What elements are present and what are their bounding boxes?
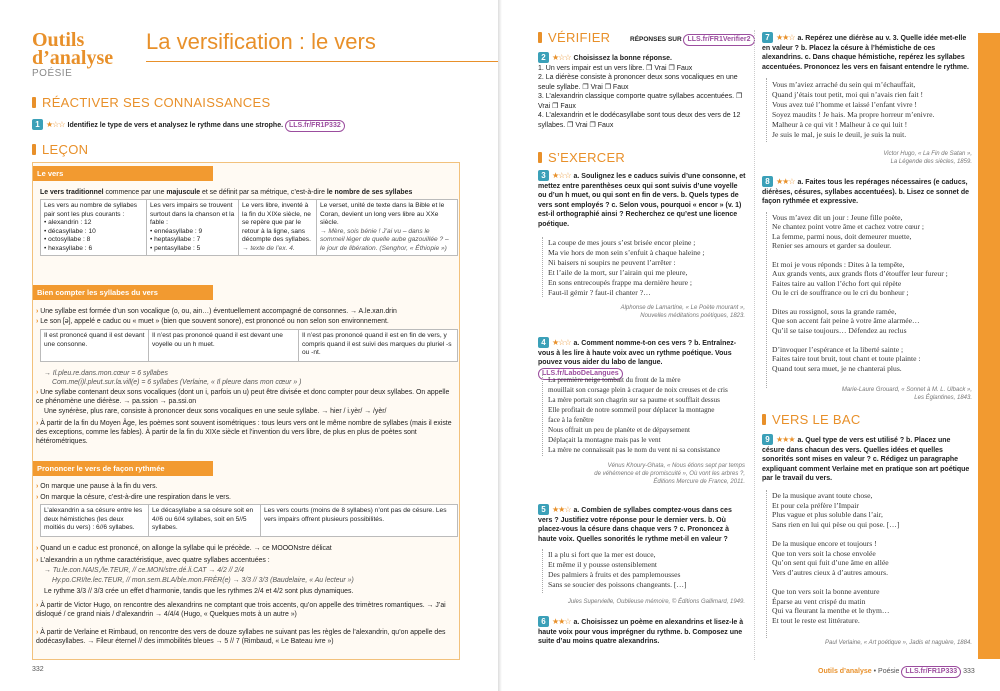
source-line: Vénus Khoury-Ghata, « Nous étions sept par temps bbox=[607, 463, 745, 469]
cell-libre bbox=[239, 200, 317, 256]
exercise-text: a. Soulignez les e caducs suivis d’une consonne, et mettez entre parenthèses ceux qui sont suivis d’une voyelle ou d’un h muet, ou qui sont en fin de vers. b. Quels types de vers sont employés ? c. Selon vous, pourquoi « encor » (v. 1) est-il orthographié ainsi ? Recherchez ce qu’est une licence poétique. bbox=[538, 173, 746, 228]
chevron-right-icon: › bbox=[36, 557, 41, 564]
lesson-label-compte: Bien compter les syllabes du vers bbox=[33, 285, 213, 300]
section-vers-le-bac: VERS LE BAC bbox=[762, 412, 861, 427]
difficulty-stars-icon: ★☆☆ bbox=[552, 53, 571, 62]
poem-line bbox=[772, 335, 978, 344]
poem-line: Vers d’autres cieux à d’autres amours. bbox=[772, 567, 888, 577]
exercise-3 bbox=[538, 170, 748, 229]
source-line: Alphonse de Lamartine, « Le Poète mourant », bbox=[620, 305, 745, 311]
chevron-right-icon: › bbox=[36, 318, 41, 325]
rule-text: L’alexandrin a un rythme caractéristique, avec quatre syllabes accentuées : bbox=[40, 557, 270, 564]
rule-text: Une syllabe contenant deux sons vocaliques (dont un i, parfois un u) peut être divisée et donc compter pour deux syllabes. On appelle ce phénomène une diérèse. → pa.ssion → pa.ssi.on bbox=[36, 389, 450, 405]
list-item: • hexasyllabe : 6 bbox=[44, 244, 93, 252]
poem-line: Sans se soucier des poissons changeants. […] bbox=[548, 580, 687, 589]
rule-e-caduc bbox=[36, 317, 456, 326]
source-supervielle: Jules Supervielle, Oublieuse mémoire, © Éditions Gallimard, 1949. bbox=[567, 599, 745, 605]
rule-trimetre bbox=[36, 601, 456, 619]
footer bbox=[818, 666, 975, 678]
cell-example: → Mère, sois bénie ! J’ai vu – dans le sommeil léger de quelle aube gazouillée ? – le jour de libération. (Senghor, « Éthiopie ») bbox=[320, 227, 449, 252]
exercise-link[interactable]: LLS.fr/FR1P332 bbox=[285, 120, 345, 132]
brand-title-line2: d’analyse bbox=[32, 47, 114, 69]
exercise-title: Choisissez la bonne réponse. bbox=[573, 55, 672, 62]
list-item: • heptasyllabe : 7 bbox=[150, 236, 201, 243]
exercise-number: 1 bbox=[32, 119, 43, 130]
rule-text: À partir de Verlaine et Rimbaud, on rencontre des vers de douze syllabes ne suivant pas les règles de l’alexandrin, qu’on appelle des dodécasyllabes. → Fileur éternel // des immobilités bleues → 5 // 7 (Rimbaud, « Le Bateau ivre ») bbox=[36, 629, 446, 645]
answers-bar bbox=[630, 34, 755, 46]
poem-rule bbox=[766, 78, 767, 142]
rule-text: Une syllabe est formée d’un son vocalique (o, ou, ain…) éventuellement accompagné de consonnes. → A.le.xan.drin bbox=[40, 308, 397, 315]
footer-brand: Outils d’analyse bbox=[818, 668, 872, 675]
rule-text: À partir de la fin du Moyen Âge, les poèmes sont souvent isométriques : tous leurs vers ont le même nombre de syllabes (mais il existe des exceptions, comme les fables). À partir de la fin du XIXe siècle et l’invention du vers libre, de plus en plus de poètes sont hétérométriques. bbox=[36, 420, 452, 445]
poem-hugo bbox=[772, 80, 976, 140]
poem-rule bbox=[766, 212, 767, 388]
difficulty-stars-icon: ★★☆ bbox=[776, 33, 795, 42]
lesson-label-vers: Le vers bbox=[33, 166, 213, 181]
footer-subject: • Poésie bbox=[871, 668, 900, 675]
poem-line: Ma vie hors de mon sein s’enfuit à chaque haleine ; bbox=[548, 248, 705, 257]
poem-rule bbox=[542, 374, 543, 456]
cell-text: Le vers libre, inventé à la fin du XIXe siècle, ne se repère que par le retour à la ligne, sans décompte des syllabes. bbox=[242, 202, 311, 243]
source-line: Victor Hugo, « La Fin de Satan », bbox=[883, 151, 972, 157]
rule-pause bbox=[36, 482, 456, 491]
rule-text: Le son [ə], appelé e caduc ou « muet » (bien que souvent sonore), est prononcé ou non selon son environnement. bbox=[40, 318, 389, 325]
poem-line: Vous m’avez dit un jour : Jeune fille poète, bbox=[772, 213, 903, 222]
cell-text: Les vers impairs se trouvent surtout dans la chanson et la fable : bbox=[150, 202, 235, 226]
true-false-list bbox=[538, 64, 748, 131]
cell-vers-courts: Les vers courts (moins de 8 syllabes) n’ont pas de césure. Les vers impairs offrent plusieurs possibilités. bbox=[261, 505, 458, 537]
difficulty-stars-icon: ★★☆ bbox=[552, 505, 571, 514]
true-false-item: 4. L’alexandrin et le dodécasyllabe sont tous deux des vers de 12 syllabes. ❐ Vrai ❐ Faux bbox=[538, 112, 741, 129]
chevron-right-icon: › bbox=[36, 545, 41, 552]
exercise-number: 7 bbox=[762, 32, 773, 43]
rule-text: On marque une pause à la fin du vers. bbox=[40, 483, 158, 490]
poem-line: Des palmiers à fruits et des pamplemousses bbox=[548, 570, 681, 579]
poem-grouard bbox=[772, 213, 978, 373]
syllable-example: → Il.pleu.re.dans.mon.cœur = 6 syllabes bbox=[44, 370, 168, 377]
cell-text: Les vers au nombre de syllabes pair sont les plus courants : bbox=[44, 202, 138, 218]
rule-dodecasyllabe bbox=[36, 628, 456, 646]
poem-line: Que son accent fait peine à votre âme alarmée… bbox=[772, 316, 920, 326]
source-line: La Légende des siècles, 1859. bbox=[890, 159, 972, 165]
footer-link[interactable]: LLS.fr/FR1P333 bbox=[901, 666, 961, 678]
poem-line: Quand tout sera muet, je ne chanterai plus. bbox=[772, 363, 902, 373]
difficulty-stars-icon: ★★☆ bbox=[552, 617, 571, 626]
answers-link[interactable]: LLS.fr/FR1Verifier2 bbox=[683, 34, 754, 46]
cell-non-prononce: Il n’est pas prononcé quand il est devant une voyelle ou un h muet. bbox=[149, 330, 299, 362]
list-item: • octosyllabe : 8 bbox=[44, 236, 91, 243]
poem-line: Je suis le mal, je suis le deuil, je suis la nuit. bbox=[772, 130, 907, 139]
cell-fin-vers: Il n’est pas prononcé quand il est en fin de vers, y compris quand il est suivi des marques du pluriel -s ou -nt. bbox=[299, 330, 458, 362]
poem-line: Qu’il se taise toujours… Défendez au reclus bbox=[772, 325, 907, 335]
poem-line: Faites taire tout bruit, tout chant et toute plainte : bbox=[772, 354, 921, 364]
rhythm-example: → Tu.le.con.NAIS,/le.TEUR, // ce.MON/stre.dé.li.CAT → 4/2 // 2/4 bbox=[44, 567, 245, 574]
poem-line: Quand j’étais tout petit, moi qui n’avais rien fait ! bbox=[772, 90, 923, 99]
poem-line: Éparse au vent crispé du matin bbox=[772, 596, 866, 606]
exercise-text: a. Faites tous les repérages nécessaires (e caducs, diérèses, césures, syllabes accentuées). b. Lisez ce sonnet de façon rythmée et expressive. bbox=[762, 179, 969, 205]
page-number: 332 bbox=[32, 666, 44, 673]
exercise-number: 5 bbox=[538, 504, 549, 515]
poem-line bbox=[772, 577, 976, 587]
true-false-item: 1. Un vers impair est un vers libre. ❐ Vrai ❐ Faux bbox=[538, 64, 693, 72]
exercise-2 bbox=[538, 52, 748, 130]
poem-line: Vous avez tué l’homme et laissé l’enfant vivre ! bbox=[772, 100, 917, 109]
source-line: de véhémence et de promiscuité », Où vont les arbres ?, bbox=[594, 471, 745, 477]
chevron-right-icon: › bbox=[36, 420, 41, 427]
section-reactiver: RÉACTIVER SES CONNAISSANCES bbox=[32, 95, 270, 110]
vers-table bbox=[40, 199, 458, 256]
intro-text: commence par une bbox=[103, 189, 167, 196]
intro-bold: le nombre de ses syllabes bbox=[326, 189, 413, 196]
poem-line: D’invoquer l’espérance et la liberté sainte ; bbox=[772, 344, 904, 354]
poem-line: Dites au rossignol, sous la grande ramée, bbox=[772, 307, 897, 317]
difficulty-stars-icon: ★★★ bbox=[776, 435, 795, 444]
difficulty-stars-icon: ★☆☆ bbox=[552, 171, 571, 180]
rule-synerese: Une synérèse, plus rare, consiste à prononcer deux sons vocaliques en une seule syllabe. → hier / i.yèr/ → /yèr/ bbox=[44, 408, 387, 415]
poem-khoury-ghata bbox=[548, 375, 750, 455]
answers-label: RÉPONSES SUR bbox=[630, 36, 682, 43]
poem-line: Nous offrait un peu de planète et de dépaysement bbox=[548, 426, 690, 434]
rule-alexandrin-rythme bbox=[36, 556, 456, 565]
chevron-right-icon: › bbox=[36, 308, 41, 315]
page-title: La versification : le vers bbox=[146, 29, 501, 62]
poem-line: Que ton vers soit la chose envolée bbox=[772, 548, 876, 558]
intro-bold: majuscule bbox=[166, 189, 201, 196]
cell-pair bbox=[41, 200, 147, 256]
poem-line: mouillait son corsage plein à craquer de noix creuses et de cris bbox=[548, 386, 728, 394]
exercise-text: a. Choisissez un poème en alexandrins et lisez-le à haute voix pour vous imprégner du rythme. b. Composez une suite d’au moins quatre alexandrins. bbox=[538, 619, 744, 645]
poem-line: Elle profitait de notre sommeil pour déplacer la montagne bbox=[548, 406, 715, 414]
poem-line: Qu’on sent qui fuit d’une âme en allée bbox=[772, 558, 889, 568]
poem-line: Soyez maudits ! Je hais. Ma propre horreur m’enivre. bbox=[772, 110, 935, 119]
exercise-number: 6 bbox=[538, 616, 549, 627]
source-hugo bbox=[760, 150, 972, 166]
poem-line: Et tout le reste est littérature. bbox=[772, 615, 860, 625]
chevron-right-icon: › bbox=[36, 483, 41, 490]
exercise-text: Identifiez le type de vers et analysez le rythme dans une strophe. bbox=[67, 122, 284, 129]
cell-impair bbox=[147, 200, 239, 256]
poem-line: Qui va fleurant la menthe et le thym… bbox=[772, 606, 890, 616]
poem-line bbox=[772, 529, 976, 539]
rule-text: Quand un e caduc est prononcé, on allonge la syllabe qui le précède. → ce MOOONstre délicat bbox=[40, 545, 332, 552]
poem-line: Plus vague et plus soluble dans l’air, bbox=[772, 510, 883, 520]
poem-line: En sons entrecoupés frappe ma dernière heure ; bbox=[548, 278, 693, 287]
poem-line: Et pour cela préfère l’Impair bbox=[772, 500, 859, 510]
poem-line: De la musique encore et toujours ! bbox=[772, 538, 877, 548]
poem-line: Malheur à ce qui vit ! Malheur à ce qui luit ! bbox=[772, 120, 908, 129]
impair-list bbox=[150, 228, 235, 254]
exercise-number: 4 bbox=[538, 337, 549, 348]
rule-text: On marque la césure, c’est-à-dire une respiration dans le vers. bbox=[40, 494, 231, 501]
rule-cesure bbox=[36, 493, 456, 502]
rule-dierese bbox=[36, 388, 456, 406]
column-divider bbox=[754, 30, 755, 660]
exercise-6 bbox=[538, 616, 748, 647]
section-lecon: LEÇON bbox=[32, 142, 88, 157]
poem-line: Ne chantez point votre âme et cachez votre cœur ; bbox=[772, 222, 925, 232]
poem-line: De la musique avant toute chose, bbox=[772, 491, 873, 500]
poem-supervielle bbox=[548, 550, 748, 590]
exercise-number: 2 bbox=[538, 52, 549, 63]
exercise-number: 9 bbox=[762, 434, 773, 445]
page-number: 333 bbox=[963, 668, 975, 675]
poem-line: La femme, parmi nous, doit demeurer muette, bbox=[772, 231, 912, 241]
poem-line: La mère portait son chagrin sur sa paume et soufflait dessus bbox=[548, 396, 720, 404]
source-verlaine: Paul Verlaine, « Art poétique », Jadis et naguère, 1884. bbox=[825, 640, 972, 646]
list-item: • ennéasyllabe : 9 bbox=[150, 227, 203, 235]
poem-verlaine bbox=[772, 491, 976, 625]
poem-line: La mère ne connaissait pas le nom du vent ni sa consistance bbox=[548, 446, 721, 454]
poem-line: face à la fenêtre bbox=[548, 416, 594, 424]
exercise-number: 8 bbox=[762, 176, 773, 187]
poem-line: Ou le cri de souffrance ou le cri du bonheur ; bbox=[772, 288, 909, 298]
cesure-table bbox=[40, 504, 458, 537]
exercise-text: a. Comment nomme-t-on ces vers ? b. Entraînez-vous à les lire à haute voix avec un rythme poétique. Vous pouvez vous aider du labo de langue. bbox=[538, 340, 737, 366]
exercise-1 bbox=[32, 119, 452, 132]
poem-line: Faut-il gémir ? faut-il chanter ?… bbox=[548, 288, 651, 297]
poem-line: Ni baisers ni soupirs ne peuvent l’arrêter : bbox=[548, 258, 676, 267]
poem-rule bbox=[542, 237, 543, 297]
cell-alexandrin: L’alexandrin a sa césure entre les deux hémistiches (les deux moitiés du vers) : 6//6 syllabes. bbox=[41, 505, 149, 537]
chapter-tab bbox=[978, 33, 1000, 659]
rhythm-example-2: Hy.po.CRI/te.lec.TEUR, // mon.sem.BLA/ble.mon.FRÈR(e) → 3/3 // 3/3 (Baudelaire, « Au lecteur ») bbox=[52, 577, 354, 584]
cell-decasyllabe: Le décasyllabe a sa césure soit en 4//6 ou 6//4 syllabes, soit en 5//5 syllabes. bbox=[149, 505, 261, 537]
intro-text: et se définit par sa métrique, c’est-à-dire bbox=[200, 189, 327, 196]
source-lamartine bbox=[540, 304, 745, 320]
chevron-right-icon: › bbox=[36, 494, 41, 501]
poem-line: Et moi je vous réponds : Dites à la tempête, bbox=[772, 260, 905, 270]
poem-line: La première neige tombait du front de la mère bbox=[548, 376, 681, 384]
source-line: Les Églantines, 1843. bbox=[914, 395, 972, 401]
poem-line bbox=[772, 298, 978, 307]
poem-line: Déplaçait la montagne mais pas le vent bbox=[548, 436, 661, 444]
rule-isometrique bbox=[36, 419, 456, 446]
subject-label: POÉSIE bbox=[32, 68, 73, 79]
exercise-text: a. Quel type de vers est utilisé ? b. Placez une césure dans chacun des vers. Quelles idées et quelles sonorités sont mises en valeur ? c. Rédigez un paragraphe expliquant comment Verlaine met en pratique son art poétique par le travail du vers. bbox=[762, 437, 970, 482]
syllable-example-2: Com.me(i)l.pleut.sur.la.vill(e) = 6 syllabes (Verlaine, « Il pleure dans mon cœur » ) bbox=[52, 379, 302, 386]
rule-text: À partir de Victor Hugo, on rencontre des alexandrins ne comptant que trois accents, qu’on appelle des trimètres romantiques. → J’ai disloqué / ce grand niais / d’alexandrin → 4/4/4 (Hugo, « Quelques mots à un autre ») bbox=[36, 602, 446, 618]
poem-line: Renier ses amours et garder sa douleur. bbox=[772, 241, 892, 251]
rhythm-note: Le rythme 3/3 // 3/3 crée un effet d’harmonie, tandis que les rythmes 2/4 et 4/2 sont plus dynamiques. bbox=[44, 588, 354, 595]
poem-rule bbox=[542, 549, 543, 593]
true-false-item: 2. La diérèse consiste à prononcer deux sons vocaliques en une seule syllabe. ❐ Vrai ❐ Faux bbox=[538, 74, 738, 91]
cell-prononce: Il est prononcé quand il est devant une consonne. bbox=[41, 330, 149, 362]
exercise-9 bbox=[762, 434, 974, 484]
vers-intro bbox=[40, 188, 455, 197]
source-line: Éditions Mercure de France, 2011. bbox=[653, 479, 745, 485]
cell-example: → texte de l’ex. 4. bbox=[242, 244, 295, 252]
poem-line: La coupe de mes jours s’est brisée encor pleine ; bbox=[548, 238, 696, 247]
exercise-number: 3 bbox=[538, 170, 549, 181]
exercise-5 bbox=[538, 504, 748, 544]
cell-verset bbox=[317, 200, 458, 256]
exercise-4 bbox=[538, 337, 748, 380]
e-caduc-table bbox=[40, 329, 458, 362]
pair-list bbox=[44, 219, 143, 253]
source-line: Nouvelles méditations poétiques, 1823. bbox=[640, 313, 745, 319]
source-khoury-ghata bbox=[540, 462, 745, 486]
list-item: • décasyllabe : 10 bbox=[44, 227, 96, 235]
lesson-label-rythme: Prononcer le vers de façon rythmée bbox=[33, 461, 213, 476]
poem-line: Et même il y pousse ostensiblement bbox=[548, 560, 658, 569]
chevron-right-icon: › bbox=[36, 389, 41, 396]
list-item: • pentasyllabe : 5 bbox=[150, 244, 201, 252]
poem-line: Que ton vers soit la bonne aventure bbox=[772, 586, 880, 596]
difficulty-stars-icon: ★★☆ bbox=[776, 177, 795, 186]
exercise-7 bbox=[762, 32, 974, 72]
section-exercer: S’EXERCER bbox=[538, 150, 625, 165]
poem-line: Il a plu si fort que la mer est douce, bbox=[548, 550, 656, 559]
rule-e-prononce bbox=[36, 544, 456, 553]
exercise-text: a. Repérez une diérèse au v. 3. Quelle idée met-elle en valeur ? b. Placez la césure à l’hémistiche de ces alexandrins. c. Dans chaque hémistiche, repérez les syllabes accentuées. Prononcez les vers en faisant entendre le rythme. bbox=[762, 35, 969, 71]
poem-lamartine bbox=[548, 238, 748, 298]
source-line: Marie-Laure Grouard, « Sonnet à M. L. Ulback », bbox=[841, 387, 972, 393]
labo-link[interactable]: LLS.fr/LaboDeLangues bbox=[538, 368, 623, 380]
poem-line: Aux grands vents, aux grands flots d’étouffer leur fureur ; bbox=[772, 269, 948, 279]
source-grouard bbox=[760, 386, 972, 402]
list-item: • alexandrin : 12 bbox=[44, 219, 92, 226]
book-gutter bbox=[498, 0, 502, 691]
poem-rule bbox=[766, 490, 767, 638]
chevron-right-icon: › bbox=[36, 629, 41, 636]
exercise-text: a. Combien de syllabes comptez-vous dans ces vers ? Justifiez votre réponse pour le dernier vers. b. Où placez-vous la césure dans chaque vers ? c. Prononcez à haute voix. Quelles sonorités le rythme met-il en valeur ? bbox=[538, 507, 732, 543]
poem-line bbox=[772, 251, 978, 260]
poem-line: Et l’aile de la mort, sur l’airain qui me pleure, bbox=[548, 268, 688, 277]
intro-bold: Le vers traditionnel bbox=[40, 189, 104, 196]
chevron-right-icon: › bbox=[36, 602, 41, 609]
exercise-8 bbox=[762, 176, 974, 207]
cell-text: Le verset, unité de texte dans la Bible et le Coran, devient un long vers libre au XXe siècle. bbox=[320, 202, 445, 226]
brand-title-line1: Outils bbox=[32, 29, 85, 51]
poem-line: Faites taire au vallon l’écho fort qui répète bbox=[772, 278, 902, 288]
poem-line: Sans rien en lui qui pèse ou qui pose. […] bbox=[772, 519, 900, 529]
rule-syllabe bbox=[36, 307, 456, 316]
section-verifier: VÉRIFIER bbox=[538, 30, 610, 45]
true-false-item: 3. L’alexandrin classique comporte quatre syllabes accentuées. ❐ Vrai ❐ Faux bbox=[538, 93, 743, 110]
poem-line: Vous m’aviez arraché du sein qui m’échauffait, bbox=[772, 80, 916, 89]
difficulty-stars-icon: ★☆☆ bbox=[46, 120, 65, 129]
difficulty-stars-icon: ★☆☆ bbox=[552, 338, 571, 347]
